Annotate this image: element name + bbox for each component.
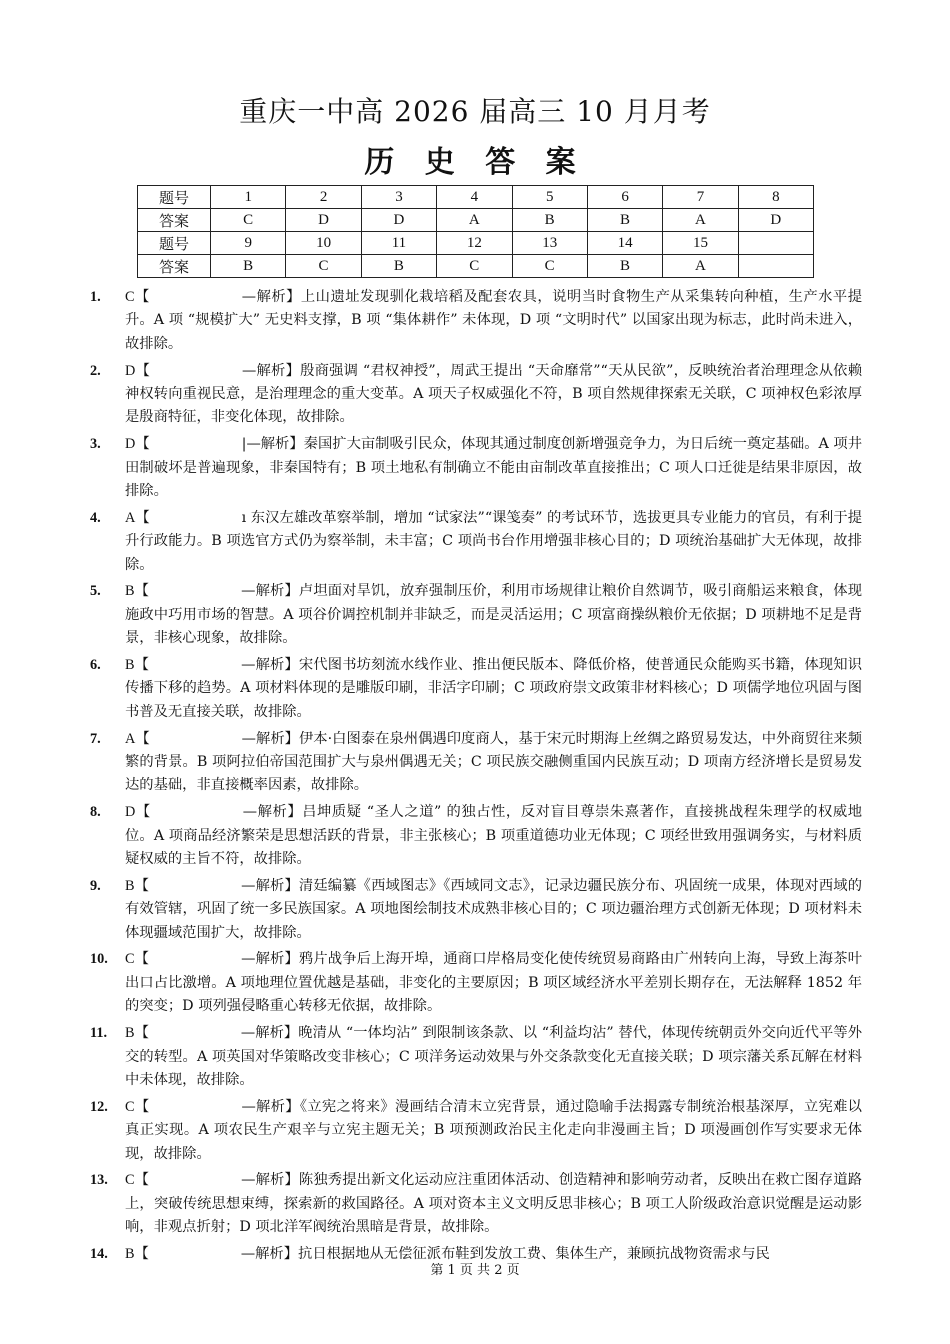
explanation-text: —解析】宋代图书坊刻流水线作业、推出便民版本、降低价格，使普通民众能购买书籍，体现知识传播下移的趋势。A 项材料体现的是雕版印刷，非活字印刷；C 项政府崇文政策非材料核心；D 项儒学地位巩固与图书普及无直接关联，故排除。 [125, 657, 862, 720]
explanation-item [90, 580, 862, 650]
answer-table-row [138, 232, 814, 255]
answer-letter: A【 [125, 509, 150, 526]
question-number: 2. [90, 362, 101, 379]
answer-table-row [138, 186, 814, 209]
answer-table-row-label: 题号 [138, 232, 211, 255]
explanation-item [90, 654, 862, 724]
explanation-text: —解析】伊本·白图泰在泉州偶遇印度商人，基于宋元时期海上丝绸之路贸易发达，中外商贸往来频繁的背景。B 项阿拉伯帝国范围扩大与泉州偶遇无关；C 项民族交融侧重国内民族互动；D 项南方经济增长是贸易发达的基础，非直接概率因素，故排除。 [125, 730, 862, 794]
answer-table-row [138, 255, 814, 278]
answer-table-cell: 14 [587, 232, 662, 255]
explanation-text: |—解析】秦国扩大亩制吸引民众，体现其通过制度创新增强竞争力，为日后统一奠定基础。A 项井田制破坏是普遍现象，非秦国特有；B 项土地私有制确立不能由亩制改革直接推出；C 项人口迁徙是结果非原因，故排除。 [125, 436, 862, 500]
explanation-text: ı 东汉左雄改革察举制，增加 “试家法”“课笺奏” 的考试环节，选拔更具专业能力的官员，有利于提升行政能力。B 项选官方式仍为察举制，未丰富；C 项尚书台作用增强非核心目的；D 项统治基础扩大无体现，故排除。 [125, 509, 862, 573]
explanation-item [90, 507, 862, 577]
exam-title: 重庆一中高 2026 届高三 10 月月考 [239, 95, 711, 128]
answer-table-cell: A [663, 255, 738, 278]
answer-table-cell: D [286, 209, 361, 232]
answer-table-cell: 15 [663, 232, 738, 255]
answer-table-cell: 6 [587, 186, 662, 209]
question-number: 5. [90, 583, 101, 600]
answer-letter: D【 [125, 804, 151, 821]
explanation-list [90, 286, 862, 1270]
answer-table-cell: B [512, 209, 587, 232]
answer-table-cell: 13 [512, 232, 587, 255]
explanation-text: —解析】鸦片战争后上海开埠，通商口岸格局变化使传统贸易商路由广州转向上海，导致上海茶叶出口占比激增。A 项地理位置优越是基础，非变化的主要原因；B 项区域经济水平差别长期存在，无法解释 1852 年的突变；D 项列强侵略重心转移无依据，故排除。 [125, 951, 862, 1015]
answer-letter: D【 [125, 436, 150, 453]
answer-letter: C【 [125, 1098, 150, 1115]
answer-table-row-label: 答案 [138, 209, 211, 232]
answer-letter: B【 [125, 583, 150, 600]
answer-letter: C【 [125, 951, 150, 968]
explanation-text: —解析】陈独秀提出新文化运动应注重团体活动、创造精神和影响劳动者，反映出在救亡图存道路上，突破传统思想束缚，探索新的救国路径。A 项对资本主义文明反思非核心；B 项工人阶级政治意识觉醒是运动影响，非观点折射；D 项北洋军阀统治黑暗是背景，故排除。 [125, 1172, 862, 1236]
answer-table-cell: 1 [211, 186, 286, 209]
answer-table-cell: 2 [286, 186, 361, 209]
answer-letter: B【 [125, 1245, 149, 1262]
explanation-item [90, 948, 862, 1018]
explanation-item [90, 801, 862, 871]
question-number: 8. [90, 804, 101, 821]
explanation-item [90, 360, 862, 430]
answer-table-cell [738, 232, 813, 255]
answer-table-cell: B [587, 255, 662, 278]
answer-table-cell: B [361, 255, 436, 278]
answer-table-cell: A [663, 209, 738, 232]
answer-table-cell: 10 [286, 232, 361, 255]
question-number: 14. [90, 1245, 108, 1262]
answer-table-cell: C [437, 255, 512, 278]
answer-table-cell: 7 [663, 186, 738, 209]
explanation-text: —解析】抗日根据地从无偿征派布鞋到发放工费、集体生产，兼顾抗战物资需求与民 [240, 1245, 770, 1262]
answer-table-cell: D [361, 209, 436, 232]
explanation-text: —解析】吕坤质疑 “圣人之道” 的独占性，反对盲目尊崇朱熹著作，直接挑战程朱理学的权威地位。A 项商品经济繁荣是思想活跃的背景，非主张核心；B 项重道德功业无体现；C 项经世致用强调务实，与材料质疑权威的主旨不符，故排除。 [125, 804, 862, 868]
answer-table-cell: 4 [437, 186, 512, 209]
answer-letter: B【 [125, 877, 150, 894]
answer-table-cell: B [587, 209, 662, 232]
answer-table-cell [738, 255, 813, 278]
answer-table-cell: 8 [738, 186, 813, 209]
answer-table-cell: A [437, 209, 512, 232]
question-number: 4. [90, 509, 101, 526]
question-number: 1. [90, 289, 101, 305]
explanation-item [90, 1022, 862, 1092]
question-number: 10. [90, 951, 108, 968]
answer-letter: C【 [125, 1172, 150, 1189]
explanation-text: —解析】殷商强调 “君权神授”，周武王提出 “天命靡常”“天从民欲”，反映统治者治理理念从依赖神权转向重视民意，是治理理念的重大变革。A 项天子权威强化不符，B 项自然规律探索无关联，C 项神权色彩浓厚是殷商特征，非变化体现，故排除。 [125, 362, 862, 426]
explanation-item [90, 875, 862, 945]
explanation-item [90, 728, 862, 798]
question-number: 13. [90, 1172, 108, 1189]
subject-title: 历 史 答 案 [364, 145, 586, 180]
answer-table-cell: C [211, 209, 286, 232]
explanation-text: —解析】清廷编纂《西域图志》《西域同文志》，记录边疆民族分布、巩固统一成果，体现对西域的有效管辖，巩固了统一多民族国家。A 项地图绘制技术成熟非核心目的；C 项边疆治理方式创新无体现；D 项材料未体现疆域范围扩大，故排除。 [125, 877, 862, 941]
answer-table-cell: 11 [361, 232, 436, 255]
question-number: 12. [90, 1098, 108, 1115]
answer-letter: C【 [125, 289, 150, 305]
answer-letter: A【 [125, 730, 150, 747]
answer-letter: D【 [125, 362, 151, 379]
explanation-item [90, 1169, 862, 1239]
answer-table-cell: D [738, 209, 813, 232]
explanation-text: —解析】晚清从 “一体均沾” 到限制该条款、以 “利益均沾” 替代，体现传统朝贡外交向近代平等外交的转型。A 项英国对华策略改变非核心；C 项洋务运动效果与外交条款变化无直接关联；D 项宗藩关系瓦解在材料中未体现，故排除。 [125, 1025, 862, 1088]
answer-table-cell: 5 [512, 186, 587, 209]
question-number: 11. [90, 1025, 108, 1042]
answer-table-row-label: 答案 [138, 255, 211, 278]
question-number: 3. [90, 436, 101, 453]
question-number: 7. [90, 730, 101, 747]
answer-table-cell: C [512, 255, 587, 278]
answer-table [137, 185, 814, 278]
explanation-item [90, 433, 862, 503]
answer-table-cell: B [211, 255, 286, 278]
explanation-text: —解析】上山遗址发现驯化栽培稻及配套农具，说明当时食物生产从采集转向种植，生产水平提升。A 项 “规模扩大” 无史料支撑，B 项 “集体耕作” 未体现，D 项 “文明时代” 以国家出现为标志，此时尚未进入，故排除。 [125, 289, 862, 352]
answer-table-cell: C [286, 255, 361, 278]
answer-table-row-label: 题号 [138, 186, 211, 209]
explanation-item [90, 286, 862, 356]
question-number: 9. [90, 877, 101, 894]
page-footer: 第 1 页 共 2 页 [430, 1263, 520, 1278]
answer-table-cell: 12 [437, 232, 512, 255]
answer-letter: B【 [125, 657, 150, 674]
answer-table-cell: 9 [211, 232, 286, 255]
answer-letter: B【 [125, 1025, 149, 1042]
explanation-text: —解析】卢坦面对旱饥，放弃强制压价，利用市场规律让粮价自然调节，吸引商船运来粮食，体现施政中巧用市场的智慧。A 项谷价调控机制并非缺乏，而是灵活运用；C 项富商操纵粮价无依据；D 项耕地不足是背景，非核心现象，故排除。 [125, 583, 862, 647]
answer-table-row [138, 209, 814, 232]
question-number: 6. [90, 657, 101, 674]
answer-table-cell: 3 [361, 186, 436, 209]
explanation-text: —解析】《立宪之将来》漫画结合清末立宪背景，通过隐喻手法揭露专制统治根基深厚，立宪难以真正实现。A 项农民生产艰辛与立宪主题无关；B 项预测政治民主化走向非漫画主旨；D 项漫画创作写实要求无体现，故排除。 [125, 1098, 862, 1162]
explanation-item [90, 1096, 862, 1166]
